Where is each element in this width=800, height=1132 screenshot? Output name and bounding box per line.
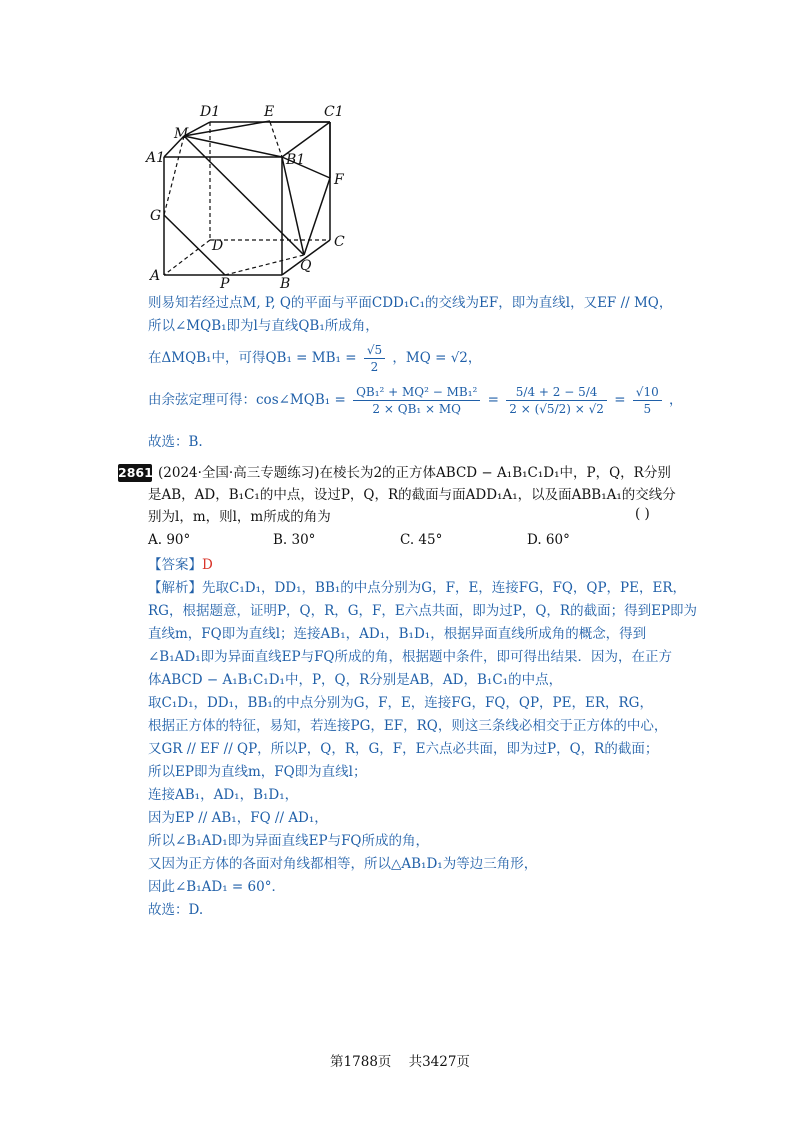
analysis-line-12: 所以∠B₁AD₁即为异面直线EP与FQ所成的角， xyxy=(148,833,430,849)
label-C1: C1 xyxy=(324,104,344,120)
page-total: 共3427页 xyxy=(408,1054,470,1070)
prev-solution-line-1: 则易知若经过点M, P, Q的平面与平面CDD₁C₁的交线为EF，即为直线l，又EF // MQ， xyxy=(148,295,673,311)
analysis-line-10: 连接AB₁，AD₁，B₁D₁， xyxy=(148,787,299,803)
page-footer xyxy=(0,1050,800,1070)
label-F: F xyxy=(334,172,344,188)
analysis-line-11: 因为EP // AB₁，FQ // AD₁， xyxy=(148,810,328,826)
analysis-line-8: 又GR // EF // QP，所以P，Q，R，G，F，E六点必共面，即为过P，Q，R的截面； xyxy=(148,741,659,757)
label-G: G xyxy=(150,208,162,224)
prev-solution-answer: 故选：B. xyxy=(148,434,203,450)
label-D1: D1 xyxy=(200,104,221,120)
analysis-label: 【解析】 xyxy=(148,580,202,596)
analysis-line-15: 故选：D. xyxy=(148,902,204,918)
label-A1: A1 xyxy=(146,150,166,166)
option-a[interactable]: A. 90° xyxy=(148,532,191,548)
label-A: A xyxy=(150,268,161,284)
option-b[interactable]: B. 30° xyxy=(273,532,316,548)
analysis-line-5: 体ABCD − A₁B₁C₁D₁中，P，Q，R分别是AB，AD，B₁C₁的中点， xyxy=(148,672,563,688)
prev-solution-line-2: 所以∠MQB₁即为l与直线QB₁所成角， xyxy=(148,318,379,334)
prev-solution-line-3: 在ΔMQB₁中，可得QB₁ = MB₁ = $\frac{√5}{2}$ ，MQ = √2， xyxy=(148,343,482,374)
prev-solution-line-4: 由余弦定理可得：cos∠MQB₁ = $\frac{\text{QB₁² + MQ² − MB₁²}}{\text{2 × QB₁ × MQ}}$ = $\frac{5/4 + 2 - 5/4}{2 \times (√5/2) \times √2}$ = $\frac{√10}{5}$ ， xyxy=(148,385,683,416)
analysis-line-9: 所以EP即为直线m，FQ即为直线l； xyxy=(148,764,367,780)
analysis-line-13: 又因为正方体的各面对角线都相等，所以△AB₁D₁为等边三角形， xyxy=(148,856,538,872)
question-line-2: 是AB，AD，B₁C₁的中点，设过P，Q，R的截面与面ADD₁A₁，以及面ABB₁A₁的交线分 xyxy=(148,487,676,503)
answer-line xyxy=(148,555,213,575)
option-d[interactable]: D. 60° xyxy=(527,532,570,548)
analysis-line-7: 根据正方体的特征，易知，若连接PG，EF，RQ，则这三条线必相交于正方体的中心， xyxy=(148,718,668,734)
label-Q: Q xyxy=(300,258,312,274)
analysis-line-14: 因此∠B₁AD₁ = 60°． xyxy=(148,879,285,895)
question-line-1: (2024·全国·高三专题练习)在棱长为2的正方体ABCD − A₁B₁C₁D₁中，P，Q，R分别 xyxy=(158,465,671,481)
label-B1: B1 xyxy=(286,152,306,168)
label-B: B xyxy=(280,276,291,290)
label-P: P xyxy=(220,276,230,290)
analysis-line-6: 取C₁D₁，DD₁，BB₁的中点分别为G，F，E，连接FG，FQ，QP，PE，ER，RG， xyxy=(148,695,653,711)
label-M: M xyxy=(174,126,189,142)
question-number-badge: 2861 xyxy=(118,465,153,480)
cube-figure xyxy=(140,100,360,290)
page-number: 第1788页 xyxy=(330,1054,392,1070)
question-line-3: 别为l，m，则l，m所成的角为 xyxy=(148,509,331,525)
analysis-line-1: 【解析】先取C₁D₁，DD₁，BB₁的中点分别为G，F，E，连接FG，FQ，QP，PE，ER， xyxy=(148,580,686,596)
answer-blank: ( ) xyxy=(635,506,650,522)
analysis-line-2: RG，根据题意，证明P，Q，R，G，F，E六点共面，即为过P，Q，R的截面；得到EP即为 xyxy=(148,603,698,619)
answer-value: D xyxy=(202,557,213,573)
label-C: C xyxy=(334,234,345,250)
label-E: E xyxy=(264,104,275,120)
answer-label: 【答案】 xyxy=(148,557,202,573)
label-D: D xyxy=(212,238,224,254)
option-c[interactable]: C. 45° xyxy=(400,532,443,548)
analysis-line-4: ∠B₁AD₁即为异面直线EP与FQ所成的角，根据题中条件，即可得出结果．因为，在正方 xyxy=(148,649,673,665)
analysis-line-3: 直线m，FQ即为直线l；连接AB₁，AD₁，B₁D₁，根据异面直线所成角的概念，得到 xyxy=(148,626,647,642)
